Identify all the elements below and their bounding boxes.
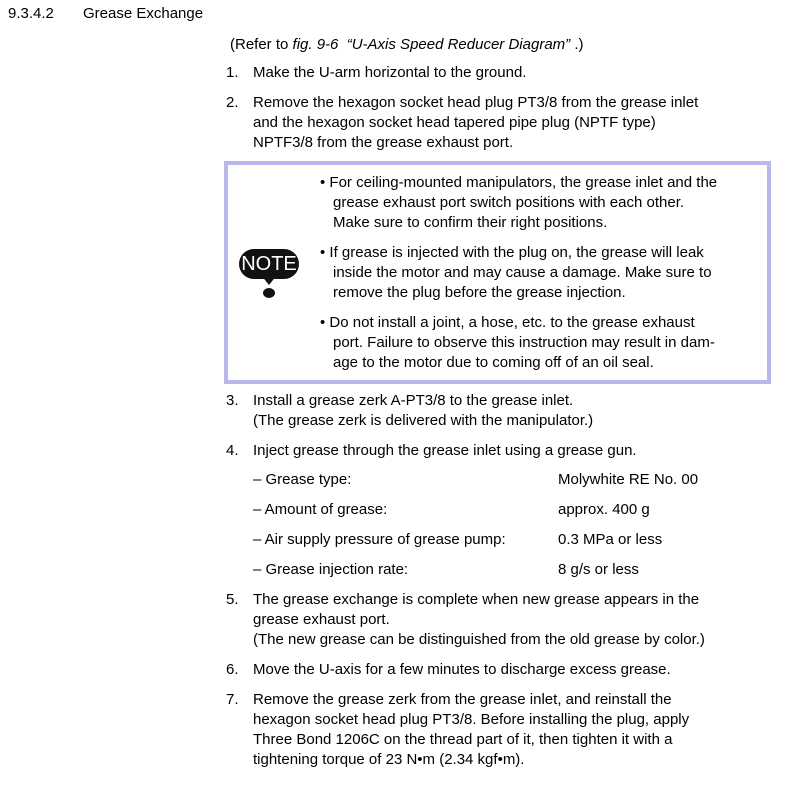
note-dot — [263, 288, 275, 298]
figure-reference-link: fig. 9-6 — [292, 36, 339, 53]
spec-value: 0.3 MPa or less — [558, 531, 663, 548]
note-bullet-line: remove the plug before the grease injection. — [333, 284, 626, 301]
step-number: 1. — [226, 64, 239, 81]
spec-label: – Air supply pressure of grease pump: — [253, 531, 506, 548]
figure-reference — [230, 35, 584, 55]
spec-value: Molywhite RE No. 00 — [558, 471, 699, 488]
step-text: Move the U-axis for a few minutes to discharge excess grease. — [253, 661, 671, 678]
spec-value: approx. 400 g — [558, 501, 650, 518]
step-text: Make the U-arm horizontal to the ground. — [253, 64, 527, 81]
note-bullet-line: inside the motor and may cause a damage. Make sure to — [333, 264, 712, 281]
note-bullet-line: port. Failure to observe this instruction may result in dam- — [333, 334, 715, 351]
note-bullet-line: age to the motor due to coming off of an oil seal. — [333, 354, 654, 371]
step-number: 4. — [226, 442, 239, 459]
note-bullet-line: grease exhaust port switch positions with each other. — [333, 194, 685, 211]
note-bullet — [320, 243, 712, 303]
step-text: Inject grease through the grease inlet using a grease gun. — [253, 442, 637, 459]
spec-label: – Grease type: — [253, 471, 352, 488]
step-text: Three Bond 1206C on the thread part of it, then tighten it with a — [253, 731, 673, 748]
note-bullet-line: • If grease is injected with the plug on, the grease will leak — [320, 244, 704, 261]
note-box — [224, 161, 771, 384]
note-bullet-line: • Do not install a joint, a hose, etc. to the grease exhaust — [320, 314, 695, 331]
step-number: 6. — [226, 661, 239, 678]
section-number: 9.3.4.2 — [8, 5, 54, 22]
note-bullet-line: Make sure to confirm their right positions. — [333, 214, 608, 231]
step-text: and the hexagon socket head tapered pipe plug (NPTF type) — [253, 114, 656, 131]
step-number: 5. — [226, 591, 239, 608]
refer-suffix: .) — [570, 36, 584, 53]
note-icon — [239, 249, 299, 299]
step-text: (The grease zerk is delivered with the manipulator.) — [253, 412, 594, 429]
step-text: hexagon socket head plug PT3/8. Before installing the plug, apply — [253, 711, 690, 728]
note-bullet — [320, 313, 715, 373]
spec-value: 8 g/s or less — [558, 561, 639, 578]
spec-label: – Amount of grease: — [253, 501, 388, 518]
note-label: NOTE — [239, 249, 299, 279]
step-text: grease exhaust port. — [253, 611, 390, 628]
step-text: Remove the grease zerk from the grease inlet, and reinstall the — [253, 691, 672, 708]
step-number: 7. — [226, 691, 239, 708]
step-text: The grease exchange is complete when new grease appears in the — [253, 591, 700, 608]
step-text: Remove the hexagon socket head plug PT3/8 from the grease inlet — [253, 94, 699, 111]
step-text: tightening torque of 23 N•m (2.34 kgf•m). — [253, 751, 525, 768]
refer-gap — [338, 36, 346, 53]
section-title: Grease Exchange — [83, 5, 204, 22]
step-number: 3. — [226, 392, 239, 409]
note-bullet-line: • For ceiling-mounted manipulators, the grease inlet and the — [320, 174, 718, 191]
note-bullet — [320, 173, 717, 233]
note-pointer — [261, 275, 277, 285]
figure-title: “U-Axis Speed Reducer Diagram” — [346, 36, 571, 53]
step-text: Install a grease zerk A-PT3/8 to the grease inlet. — [253, 392, 574, 409]
step-text: (The new grease can be distinguished from the old grease by color.) — [253, 631, 705, 648]
step-number: 2. — [226, 94, 239, 111]
refer-prefix: (Refer to — [230, 36, 293, 53]
step-text: NPTF3/8 from the grease exhaust port. — [253, 134, 514, 151]
spec-label: – Grease injection rate: — [253, 561, 409, 578]
